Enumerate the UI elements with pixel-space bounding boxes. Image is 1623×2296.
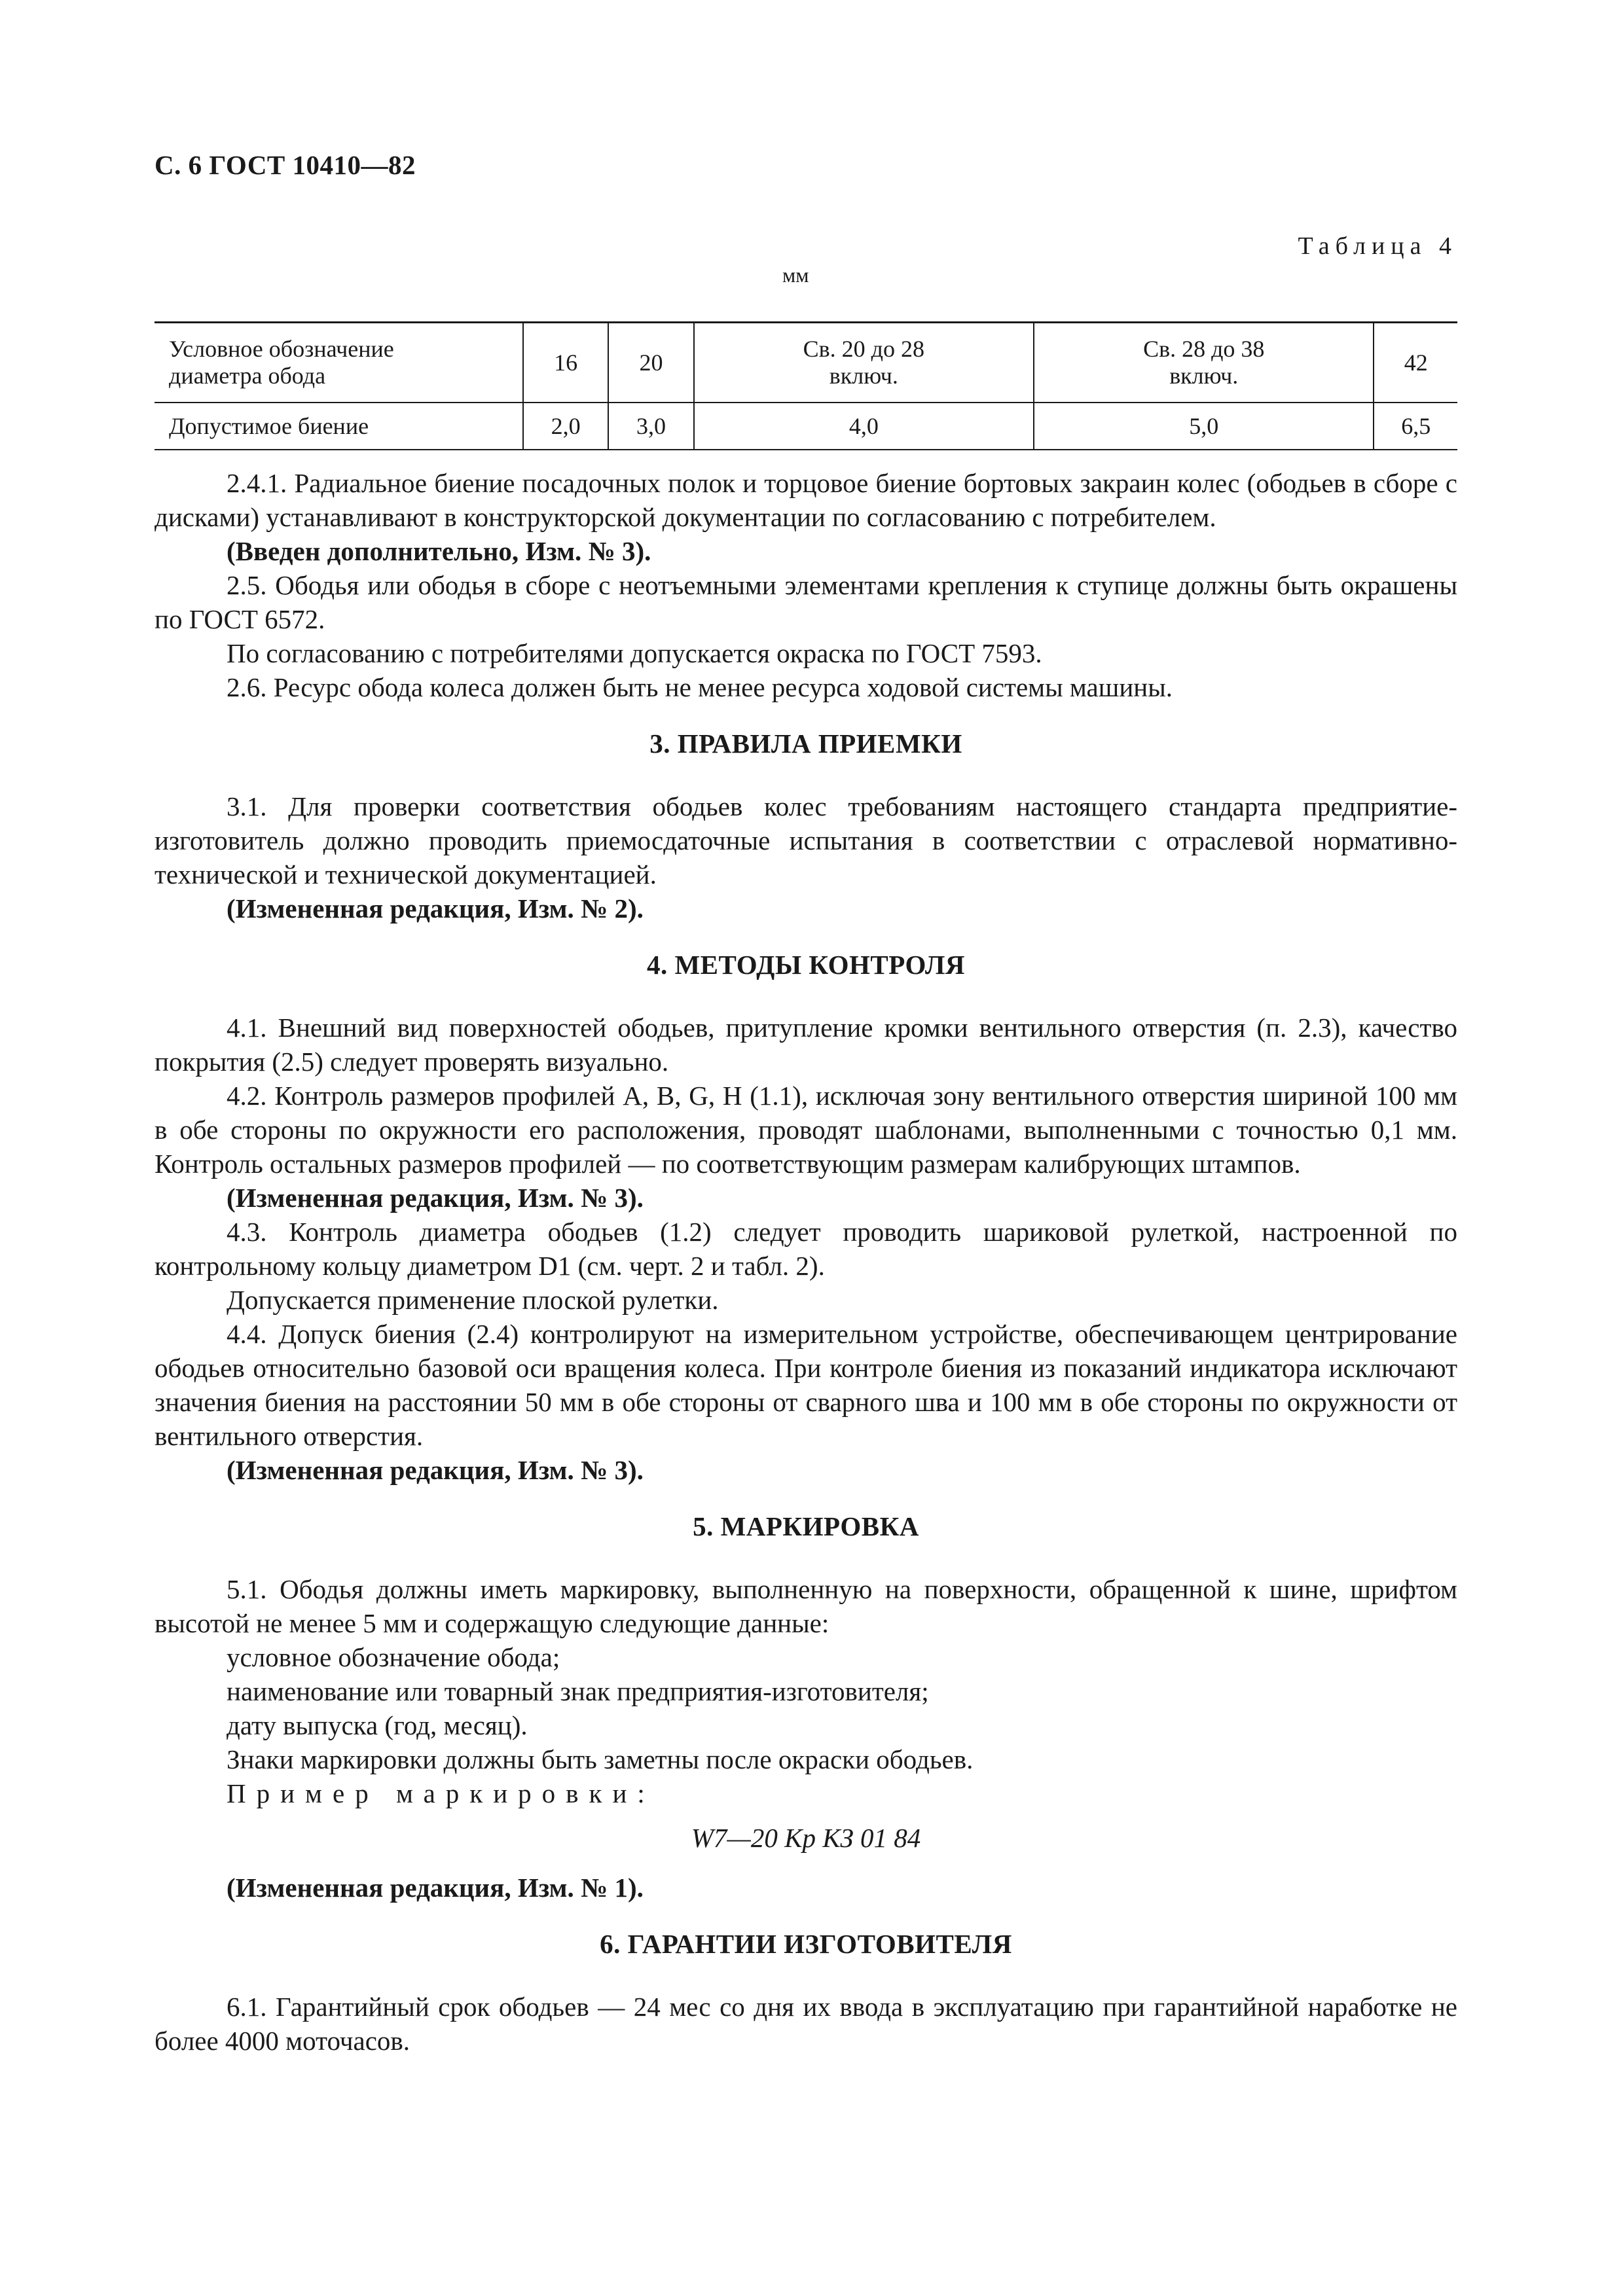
amendment-note: (Измененная редакция, Изм. № 2). xyxy=(227,893,644,924)
paragraph: 6.1. Гарантийный срок ободьев — 24 мес со дня их ввода в эксплуатацию при гарантийной наработке не более 4000 моточасов. xyxy=(155,1992,1457,2056)
table-row-runout xyxy=(155,403,1457,450)
section-heading: 3. ПРАВИЛА ПРИЕМКИ xyxy=(649,728,962,759)
section-heading: 5. МАРКИРОВКА xyxy=(693,1511,919,1541)
table-row-diameters xyxy=(155,323,1457,403)
runout-cell: 4,0 xyxy=(694,403,1034,450)
diameter-cell: 20 xyxy=(608,323,693,403)
list-item: наименование или товарный знак предприятия-изготовителя; xyxy=(227,1676,929,1706)
diameter-cell: Св. 28 до 38 включ. xyxy=(1034,323,1374,403)
runout-table xyxy=(155,321,1457,450)
example-label: Пример маркировки: xyxy=(227,1778,655,1808)
table-row-label: Допустимое биение xyxy=(169,412,369,439)
runout-cell: 2,0 xyxy=(523,403,608,450)
document-body xyxy=(155,466,1457,2058)
paragraph: 4.3. Контроль диаметра ободьев (1.2) следует проводить шариковой рулеткой, настроенной по контрольному кольцу диаметром D1 (см. черт. 2 и табл. 2). xyxy=(155,1217,1457,1281)
table-header-cell: Условное обозначение диаметра обода xyxy=(169,336,394,389)
list-item: условное обозначение обода; xyxy=(227,1642,560,1672)
amendment-note: (Измененная редакция, Изм. № 1). xyxy=(227,1873,644,1903)
diameter-cell: 42 xyxy=(1374,323,1457,403)
paragraph: 3.1. Для проверки соответствия ободьев колес требованиям настоящего стандарта предприятие-изготовитель должно проводить приемосдаточные испытания в соответствии с отраслевой нормативно-технической и технической документацией. xyxy=(155,791,1457,889)
diameter-cell: 16 xyxy=(523,323,608,403)
section-heading: 4. МЕТОДЫ КОНТРОЛЯ xyxy=(646,950,966,980)
runout-cell: 5,0 xyxy=(1034,403,1374,450)
paragraph: 2.6. Ресурс обода колеса должен быть не менее ресурса ходовой системы машины. xyxy=(227,672,1173,702)
paragraph: 4.1. Внешний вид поверхностей ободьев, притупление кромки вентильного отверстия (п. 2.3), качество покрытия (2.5) следует проверять визуально. xyxy=(155,1013,1457,1077)
paragraph: Знаки маркировки должны быть заметны после окраски ободьев. xyxy=(227,1744,974,1774)
diameter-cell: Св. 20 до 28 включ. xyxy=(694,323,1034,403)
paragraph: По согласованию с потребителями допускается окраска по ГОСТ 7593. xyxy=(227,638,1042,668)
paragraph: 4.2. Контроль размеров профилей A, B, G, H (1.1), исключая зону вентильного отверстия шириной 100 мм в обе стороны по окружности его расположения, проводят шаблонами, выполненными с точностью 0,1 мм. Контроль остальных размеров профилей — по соответствующим размерам калибрующих штампов. xyxy=(155,1081,1457,1179)
paragraph: 2.5. Ободья или ободья в сборе с неотъемными элементами крепления к ступице должны быть окрашены по ГОСТ 6572. xyxy=(155,570,1457,634)
amendment-note: (Измененная редакция, Изм. № 3). xyxy=(227,1183,644,1213)
runout-cell: 6,5 xyxy=(1374,403,1457,450)
list-item: дату выпуска (год, месяц). xyxy=(227,1710,528,1740)
paragraph: Допускается применение плоской рулетки. xyxy=(227,1285,719,1315)
marking-example: W7—20 Kр КЗ 01 84 xyxy=(691,1823,921,1853)
runout-cell: 3,0 xyxy=(608,403,693,450)
paragraph: 4.4. Допуск биения (2.4) контролируют на измерительном устройстве, обеспечивающем центрирование ободьев относительно базовой оси вращения колеса. При контроле биения из показаний индикатора исключают значения биения на расстоянии 50 мм в обе стороны от сварного шва и 100 мм в обе стороны по окружности от вентильного отверстия. xyxy=(155,1319,1457,1451)
amendment-note: (Измененная редакция, Изм. № 3). xyxy=(227,1455,644,1485)
table-caption: Таблица 4 xyxy=(1298,232,1457,260)
page-header: С. 6 ГОСТ 10410—82 xyxy=(155,150,416,180)
table-unit: мм xyxy=(782,263,809,287)
amendment-note: (Введен дополнительно, Изм. № 3). xyxy=(227,536,651,566)
paragraph: 2.4.1. Радиальное биение посадочных полок и торцовое биение бортовых закраин колес (ободьев в сборе с дисками) устанавливают в конструкторской документации по согласованию с потребителем. xyxy=(155,468,1457,532)
section-heading: 6. ГАРАНТИИ ИЗГОТОВИТЕЛЯ xyxy=(600,1929,1012,1959)
paragraph: 5.1. Ободья должны иметь маркировку, выполненную на поверхности, обращенной к шине, шрифтом высотой не менее 5 мм и содержащую следующие данные: xyxy=(155,1574,1457,1638)
